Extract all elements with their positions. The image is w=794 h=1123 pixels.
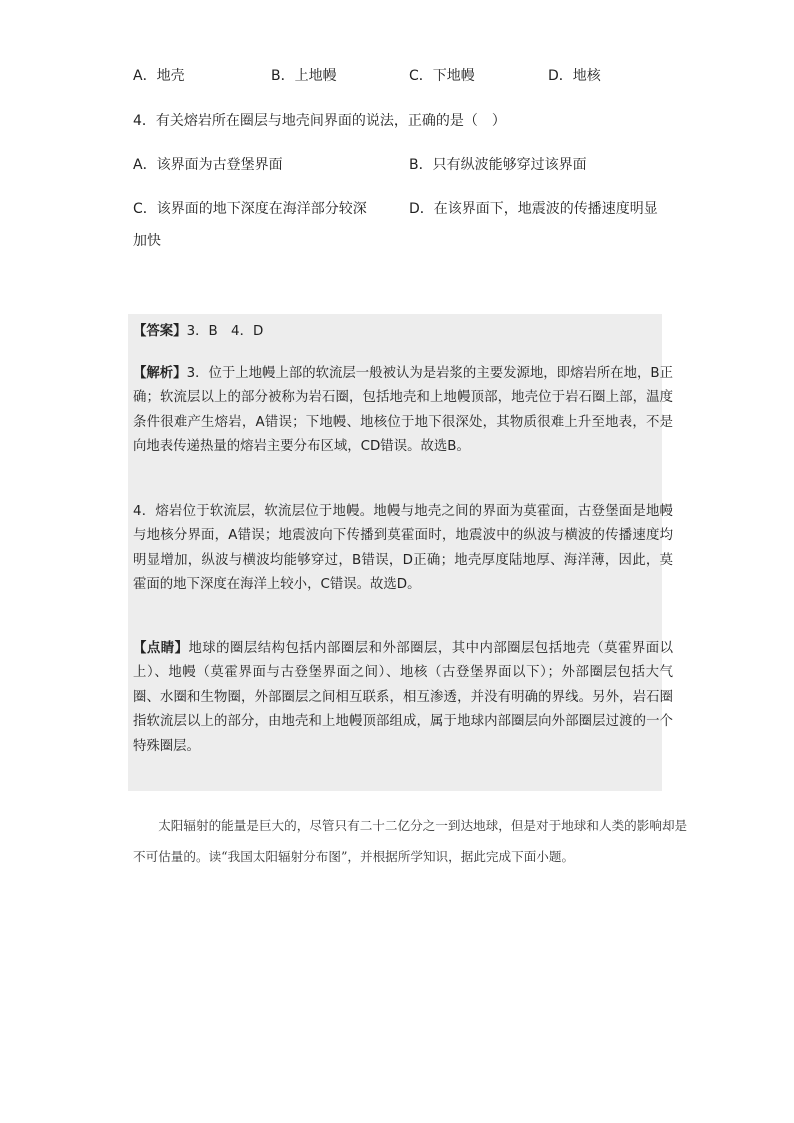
analysis-label: 【解析】 xyxy=(133,366,187,381)
question-4-stem: 4．有关熔岩所在圈层与地壳间界面的说法，正确的是（ ） xyxy=(133,113,506,129)
q3-option-c: C．下地幔 xyxy=(409,68,475,84)
analysis-q4 xyxy=(133,500,673,598)
q3-option-d: D．地核 xyxy=(548,68,601,84)
q4-option-d-continued: 加快 xyxy=(133,233,161,249)
next-question-intro xyxy=(133,810,693,872)
comment-section xyxy=(133,637,673,759)
answer-line xyxy=(133,320,673,344)
comment-label: 【点睛】 xyxy=(133,641,189,656)
answer-text: 3．B 4．D xyxy=(186,324,264,339)
q4-option-c: C．该界面的地下深度在海洋部分较深 xyxy=(133,201,367,217)
comment-text: 地球的圈层结构包括内部圈层和外部圈层，其中内部圈层包括地壳（莫霍界面以上）、地幔（莫霍界面与古登堡界面之间）、地核（古登堡界面以下）；外部圈层包括大气圈、水圈和生物圈，外部圈层之间相互联系，相互渗透，并没有明确的界线。另外，岩石圈指软流层以上的部分，由地壳和上地幔顶部组成，属于地球内部圈层向外部圈层过渡的一个特殊圈层。 xyxy=(133,641,674,754)
answer-label: 【答案】 xyxy=(133,324,187,339)
q3-option-a: A．地壳 xyxy=(133,68,185,84)
analysis-q4-text: 4．熔岩位于软流层，软流层位于地幔。地幔与地壳之间的界面为莫霍面，古登堡面是地幔与地核分界面，A错误；地震波向下传播到莫霍面时，地震波中的纵波与横波的传播速度均明显增加，纵波与横波均能够穿过，B错误，D正确；地壳厚度陆地厚、海洋薄，因此，莫霍面的地下深度在海洋上较小，C错误。故选D。 xyxy=(133,504,673,593)
q4-option-b: B．只有纵波能够穿过该界面 xyxy=(409,157,587,173)
q4-option-d: D．在该界面下，地震波的传播速度明显 xyxy=(409,201,658,217)
q4-option-a: A．该界面为古登堡界面 xyxy=(133,157,283,173)
q3-option-b: B．上地幔 xyxy=(271,68,337,84)
analysis-q3-text: 3．位于上地幔上部的软流层一般被认为是岩浆的主要发源地，即熔岩所在地，B正确；软流层以上的部分被称为岩石圈，包括地壳和上地幔顶部，地壳位于岩石圈上部，温度条件很难产生熔岩，A错误；下地幔、地核位于地下很深处，其物质很难上升至地表，不是向地表传递热量的熔岩主要分布区域，CD错误。故选B。 xyxy=(133,366,673,455)
next-question-intro-text: 太阳辐射的能量是巨大的，尽管只有二十二亿分之一到达地球，但是对于地球和人类的影响却是不可估量的。读“我国太阳辐射分布图”，并根据所学知识，据此完成下面小题。 xyxy=(133,818,688,864)
analysis-q3 xyxy=(133,362,673,460)
